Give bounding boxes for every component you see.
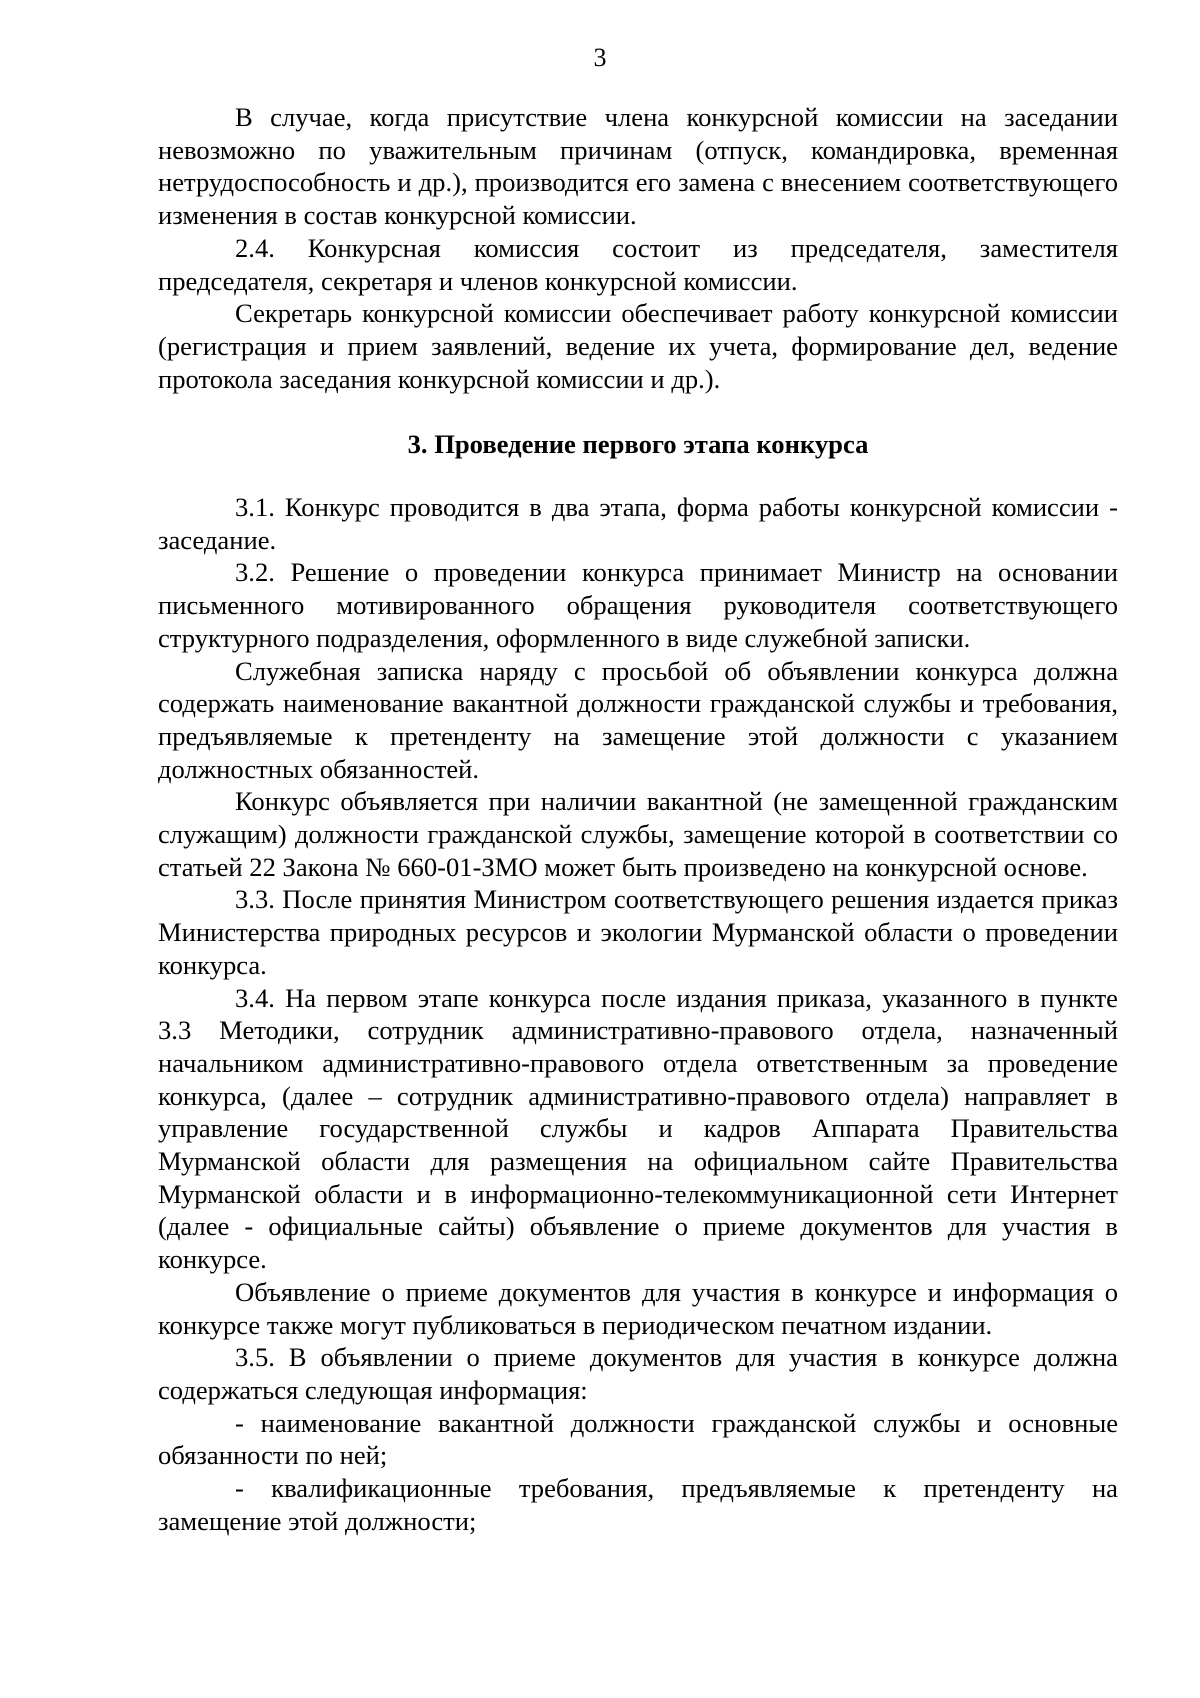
- paragraph: Секретарь конкурсной комиссии обеспечивает работу конкурсной комиссии (регистрация и прием заявлений, ведение их учета, формирование дел, ведение протокола заседания конкурсной комиссии и др.).: [158, 298, 1118, 394]
- paragraph: 3.1. Конкурс проводится в два этапа, форма работы конкурсной комиссии - заседание.: [158, 492, 1118, 555]
- paragraph: Служебная записка наряду с просьбой об объявлении конкурса должна содержать наименование вакантной должности гражданской службы и требования, предъявляемые к претенденту на замещение этой должности с указанием должностных обязанностей.: [158, 655, 1118, 784]
- page-number: 3: [593, 43, 607, 72]
- paragraph: 3.2. Решение о проведении конкурса принимает Министр на основании письменного мотивированного обращения руководителя соответствующего структурного подразделения, оформленного в виде служебной записки.: [158, 557, 1118, 653]
- paragraph: 3.5. В объявлении о приеме документов для участия в конкурсе должна содержаться следующая информация:: [158, 1342, 1118, 1405]
- paragraph: 3.4. На первом этапе конкурса после издания приказа, указанного в пункте 3.3 Методики, сотрудник административно-правового отдела, назначенный начальником административно-правового отдела ответственным за проведение конкурса, (далее – сотрудник административно-правового отдела) направляет в управление государственной службы и кадров Аппарата Правительства Мурманской области для размещения на официальном сайте Правительства Мурманской области и в информационно-телекоммуникационной сети Интернет (далее - официальные сайты) объявление о приеме документов для участия в конкурсе.: [158, 982, 1118, 1275]
- paragraph: В случае, когда присутствие члена конкурсной комиссии на заседании невозможно по уважительным причинам (отпуск, командировка, временная нетрудоспособность и др.), производится его замена с внесением соответствующего изменения в состав конкурсной комиссии.: [158, 102, 1118, 231]
- paragraph: Конкурс объявляется при наличии вакантной (не замещенной гражданским служащим) должности гражданской службы, замещение которой в соответствии со статьей 22 Закона № 660-01-ЗМО может быть произведено на конкурсной основе.: [158, 786, 1118, 882]
- section-heading-wrapper: [158, 428, 1118, 461]
- paragraph: 3.3. После принятия Министром соответствующего решения издается приказ Министерства природных ресурсов и экологии Мурманской области о проведении конкурса.: [158, 884, 1118, 980]
- list-item: - наименование вакантной должности гражданской службы и основные обязанности по ней;: [158, 1407, 1118, 1471]
- document-body-bottom: [158, 491, 1118, 1538]
- document-body-top: [158, 101, 1118, 395]
- paragraph: 2.4. Конкурсная комиссия состоит из председателя, заместителя председателя, секретаря и членов конкурсной комиссии.: [158, 232, 1118, 296]
- paragraph: Объявление о приеме документов для участия в конкурсе и информация о конкурсе также могут публиковаться в периодическом печатном издании.: [158, 1276, 1118, 1340]
- list-item: - квалификационные требования, предъявляемые к претенденту на замещение этой должности;: [158, 1473, 1118, 1536]
- section-heading: 3. Проведение первого этапа конкурса: [407, 429, 869, 459]
